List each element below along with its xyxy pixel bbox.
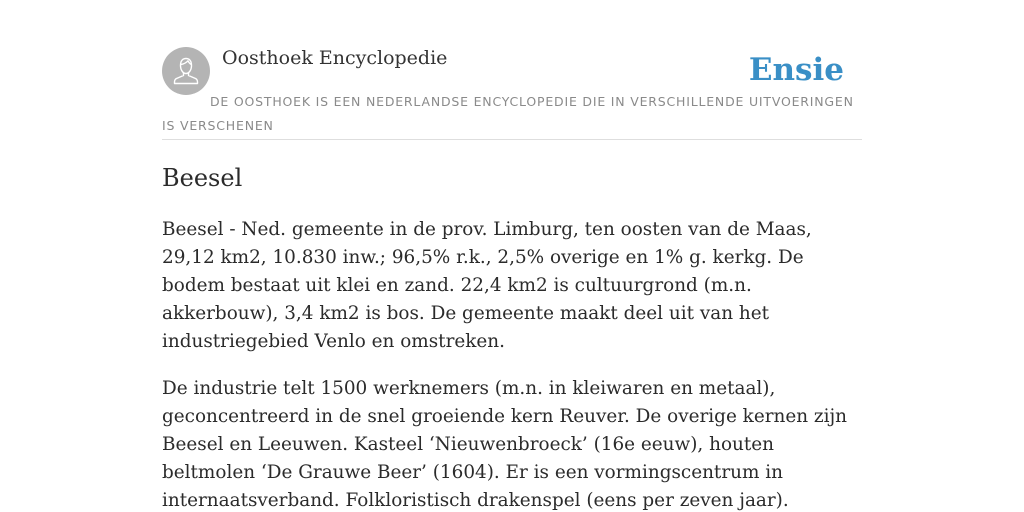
avatar[interactable]	[162, 47, 210, 95]
article-paragraph: De industrie telt 1500 werknemers (m.n. in kleiwaren en metaal), geconcentreerd in de snel groeiende kern Reuver. De overige kernen zijn Beesel en Leeuwen. Kasteel ‘Nieuwenbroeck’ (16e eeuw), houten beltmolen ‘De Grauwe Beer’ (1604). Er is een vormingscentrum in internaatsverband. Folkloristisch drakenspel (eens per zeven jaar).	[162, 378, 848, 511]
article-paragraph: Beesel - Ned. gemeente in de prov. Limburg, ten oosten van de Maas, 29,12 km2, 10.830 inw.; 96,5% r.k., 2,5% overige en 1% g. kerkg. De bodem bestaat uit klei en zand. 22,4 km2 is cultuurgrond (m.n. akkerbouw), 3,4 km2 is bos. De gemeente maakt deel uit van het industriegebied Venlo en omstreken.	[162, 219, 812, 352]
user-icon	[162, 47, 210, 95]
source-description: DE OOSTHOEK IS EEN NEDERLANDSE ENCYCLOPEDIE DIE IN VERSCHILLENDE UITVOERINGEN IS VERSCHENEN	[162, 94, 854, 133]
source-title[interactable]: Oosthoek Encyclopedie	[222, 47, 448, 69]
article-body	[162, 216, 862, 512]
brand-logo[interactable]: Ensie	[748, 52, 844, 88]
page-header	[162, 46, 862, 140]
article-title: Beesel	[162, 164, 243, 192]
